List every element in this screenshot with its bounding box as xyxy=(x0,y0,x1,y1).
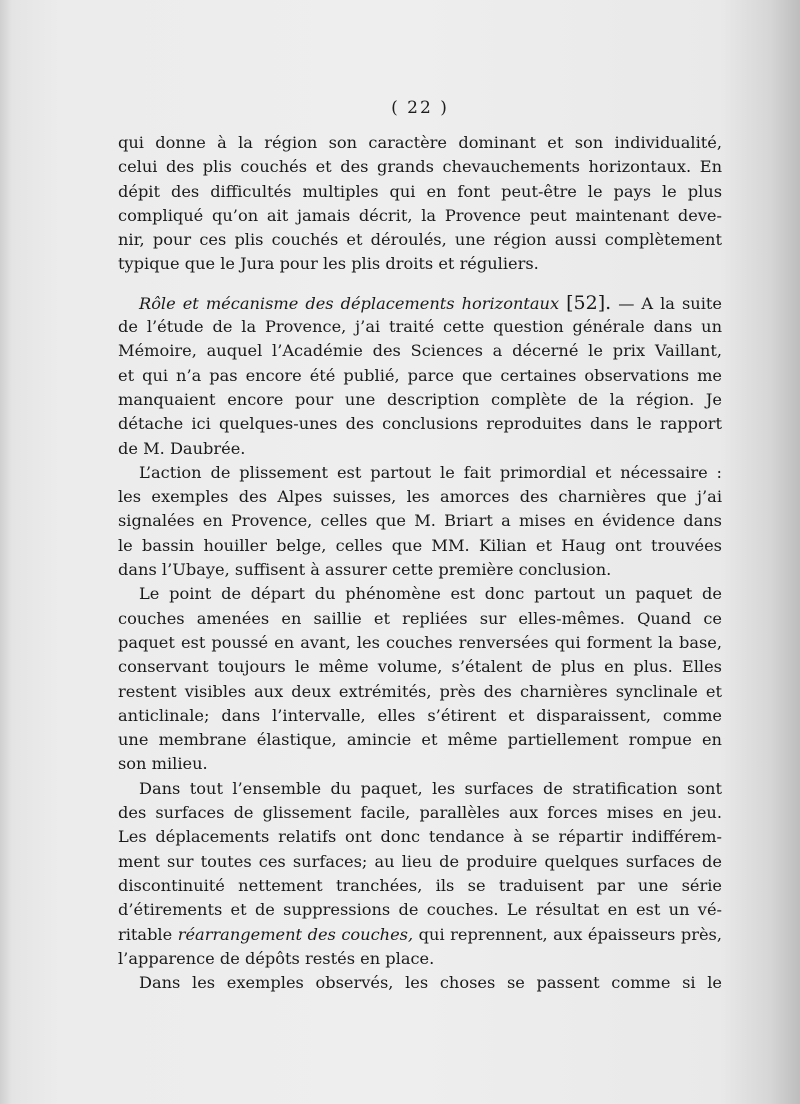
text-line: discontinuité nettement tranchées, ils se traduisent par une série xyxy=(118,875,722,895)
section-heading-line xyxy=(118,291,722,315)
text-line: dans l’Ubaye, suffisent à assurer cette première conclusion. xyxy=(118,560,612,580)
text-line: signalées en Provence, celles que M. Briart a mises en évidence dans xyxy=(118,511,722,531)
text-line: qui donne à la région son caractère dominant et son individualité, xyxy=(118,133,722,152)
text-line: couches amenées en saillie et repliées sur elles-mêmes. Quand ce xyxy=(118,608,722,628)
text-line: des surfaces de glissement facile, parallèles aux forces mises en jeu. xyxy=(118,803,722,823)
text-line: les exemples des Alpes suisses, les amorces des charnières que j’ai xyxy=(118,487,722,507)
text-line: celui des plis couchés et des grands chevauchements horizontaux. En xyxy=(118,157,722,177)
text-line: Le point de départ du phénomène est donc partout un paquet de xyxy=(139,584,722,604)
text-line: Mémoire, auquel l’Académie des Sciences a décerné le prix Vaillant, xyxy=(118,341,722,361)
text-line: Dans tout l’ensemble du paquet, les surfaces de stratification sont xyxy=(139,778,722,798)
text-line-with-italic xyxy=(118,923,722,947)
text-line: et qui n’a pas encore été publié, parce que certaines observations me xyxy=(118,365,722,385)
text-segment: ritable xyxy=(118,924,173,944)
text-line: conservant toujours le même volume, s’étalent de plus en plus. Elles xyxy=(118,657,722,677)
text-line: restent visibles aux deux extrémités, près des charnières synclinale et xyxy=(118,681,722,701)
text-line: de M. Daubrée. xyxy=(118,438,246,458)
text-line: l’apparence de dépôts restés en place. xyxy=(118,948,435,968)
page-number: ( 22 ) xyxy=(391,98,449,118)
text-line: Les déplacements relatifs ont donc tendance à se répartir indifférem- xyxy=(118,827,722,847)
section-first-line-rest: — A la suite xyxy=(618,293,722,313)
text-line: une membrane élastique, amincie et même partiellement rompue en xyxy=(118,730,722,750)
text-segment: qui reprennent, aux épaisseurs près, xyxy=(418,924,722,944)
text-line: de l’étude de la Provence, j’ai traité cette question générale dans un xyxy=(118,317,722,337)
text-line: d’étirements et de suppressions de couches. Le résultat en est un vé- xyxy=(118,900,722,920)
italic-emphasis: réarrangement des couches, xyxy=(177,924,414,944)
text-line: paquet est poussé en avant, les couches renversées qui forment la base, xyxy=(118,632,722,652)
text-line: Dans les exemples observés, les choses se passent comme si le xyxy=(139,973,722,993)
reference-number: [52]. xyxy=(566,291,612,314)
text-line: détache ici quelques-unes des conclusions reproduites dans le rapport xyxy=(118,414,722,434)
text-line: ment sur toutes ces surfaces; au lieu de produire quelques surfaces de xyxy=(118,851,722,871)
section-title: Rôle et mécanisme des déplacements horizontaux xyxy=(139,293,560,313)
text-line: le bassin houiller belge, celles que MM. Kilian et Haug ont trouvées xyxy=(118,535,722,555)
text-line: dépit des difficultés multiples qui en font peut-être le pays le plus xyxy=(118,181,722,201)
text-line: typique que le Jura pour les plis droits et réguliers. xyxy=(118,254,539,274)
text-line: anticlinale; dans l’intervalle, elles s’étirent et disparaissent, comme xyxy=(118,705,722,725)
text-line: manquaient encore pour une description complète de la région. Je xyxy=(118,389,722,409)
text-line: nir, pour ces plis couchés et déroulés, une région aussi complètement xyxy=(118,230,722,250)
text-line: son milieu. xyxy=(118,754,208,774)
text-line: L’action de plissement est partout le fait primordial et nécessaire : xyxy=(139,462,722,482)
text-line: compliqué qu’on ait jamais décrit, la Provence peut maintenant deve- xyxy=(118,205,722,225)
body-text xyxy=(118,131,722,995)
